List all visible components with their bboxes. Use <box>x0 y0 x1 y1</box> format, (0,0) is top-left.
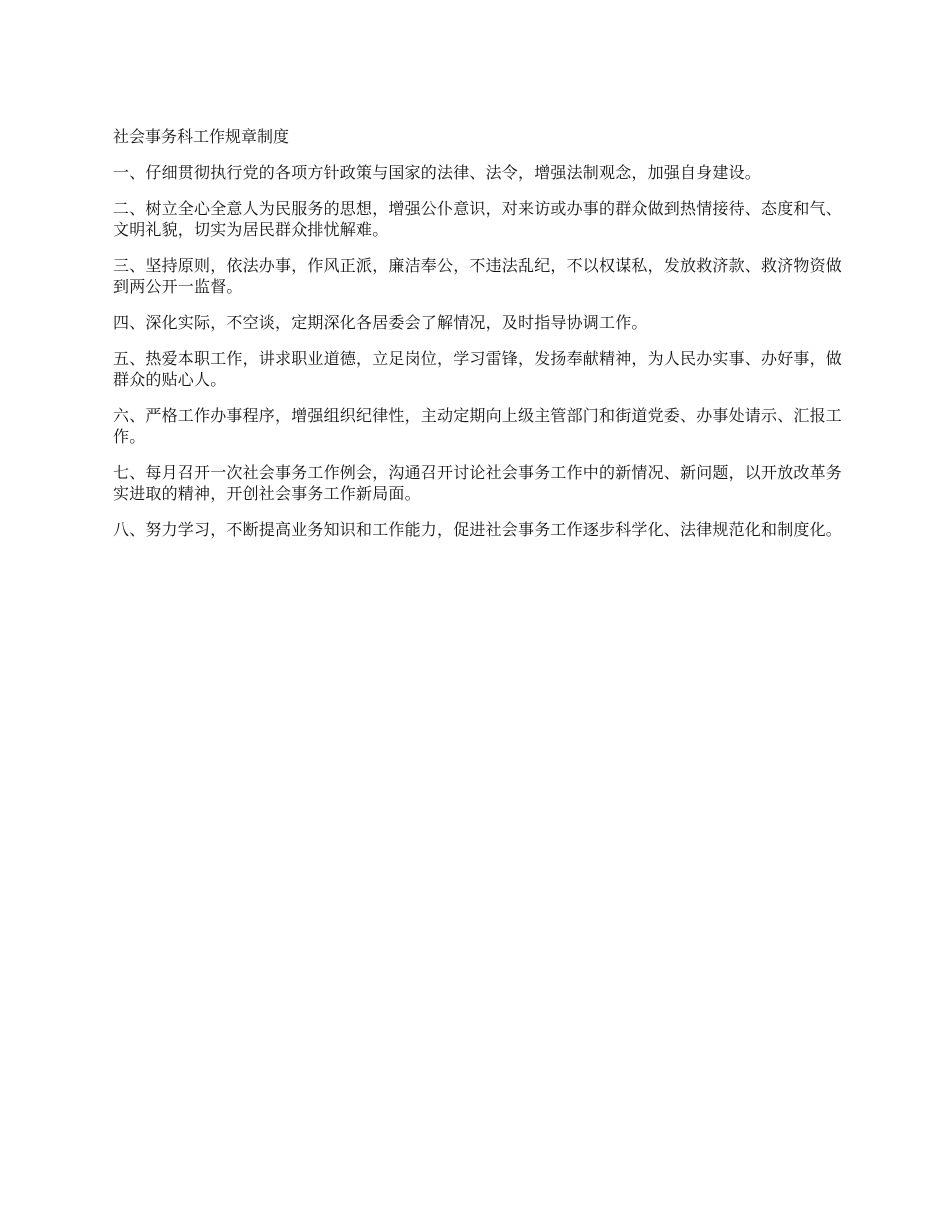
document-title: 社会事务科工作规章制度 <box>113 127 290 146</box>
document-page <box>113 126 845 555</box>
clause-7: 七、每月召开一次社会事务工作例会，沟通召开讨论社会事务工作中的新情况、新问题，以开放改革务实进取的精神，开创社会事务工作新局面。 <box>113 463 843 503</box>
clause-2: 二、树立全心全意人为民服务的思想，增强公仆意识，对来访或办事的群众做到热情接待、态度和气、文明礼貌，切实为居民群众排忧解难。 <box>113 199 843 239</box>
clause-5: 五、热爱本职工作，讲求职业道德，立足岗位，学习雷锋，发扬奉献精神，为人民办实事、办好事，做群众的贴心人。 <box>113 349 843 389</box>
clause-1: 一、仔细贯彻执行党的各项方针政策与国家的法律、法令，增强法制观念，加强自身建设。 <box>113 163 762 182</box>
clause-4: 四、深化实际，不空谈，定期深化各居委会了解情况，及时指导协调工作。 <box>113 313 648 332</box>
clause-8: 八、努力学习，不断提高业务知识和工作能力，促进社会事务工作逐步科学化、法律规范化和制度化。 <box>113 520 843 539</box>
clause-6: 六、严格工作办事程序，增强组织纪律性，主动定期向上级主管部门和街道党委、办事处请示、汇报工作。 <box>113 406 843 446</box>
clause-3: 三、坚持原则，依法办事，作风正派，廉洁奉公，不违法乱纪，不以权谋私，发放救济款、救济物资做到两公开一监督。 <box>113 256 843 296</box>
